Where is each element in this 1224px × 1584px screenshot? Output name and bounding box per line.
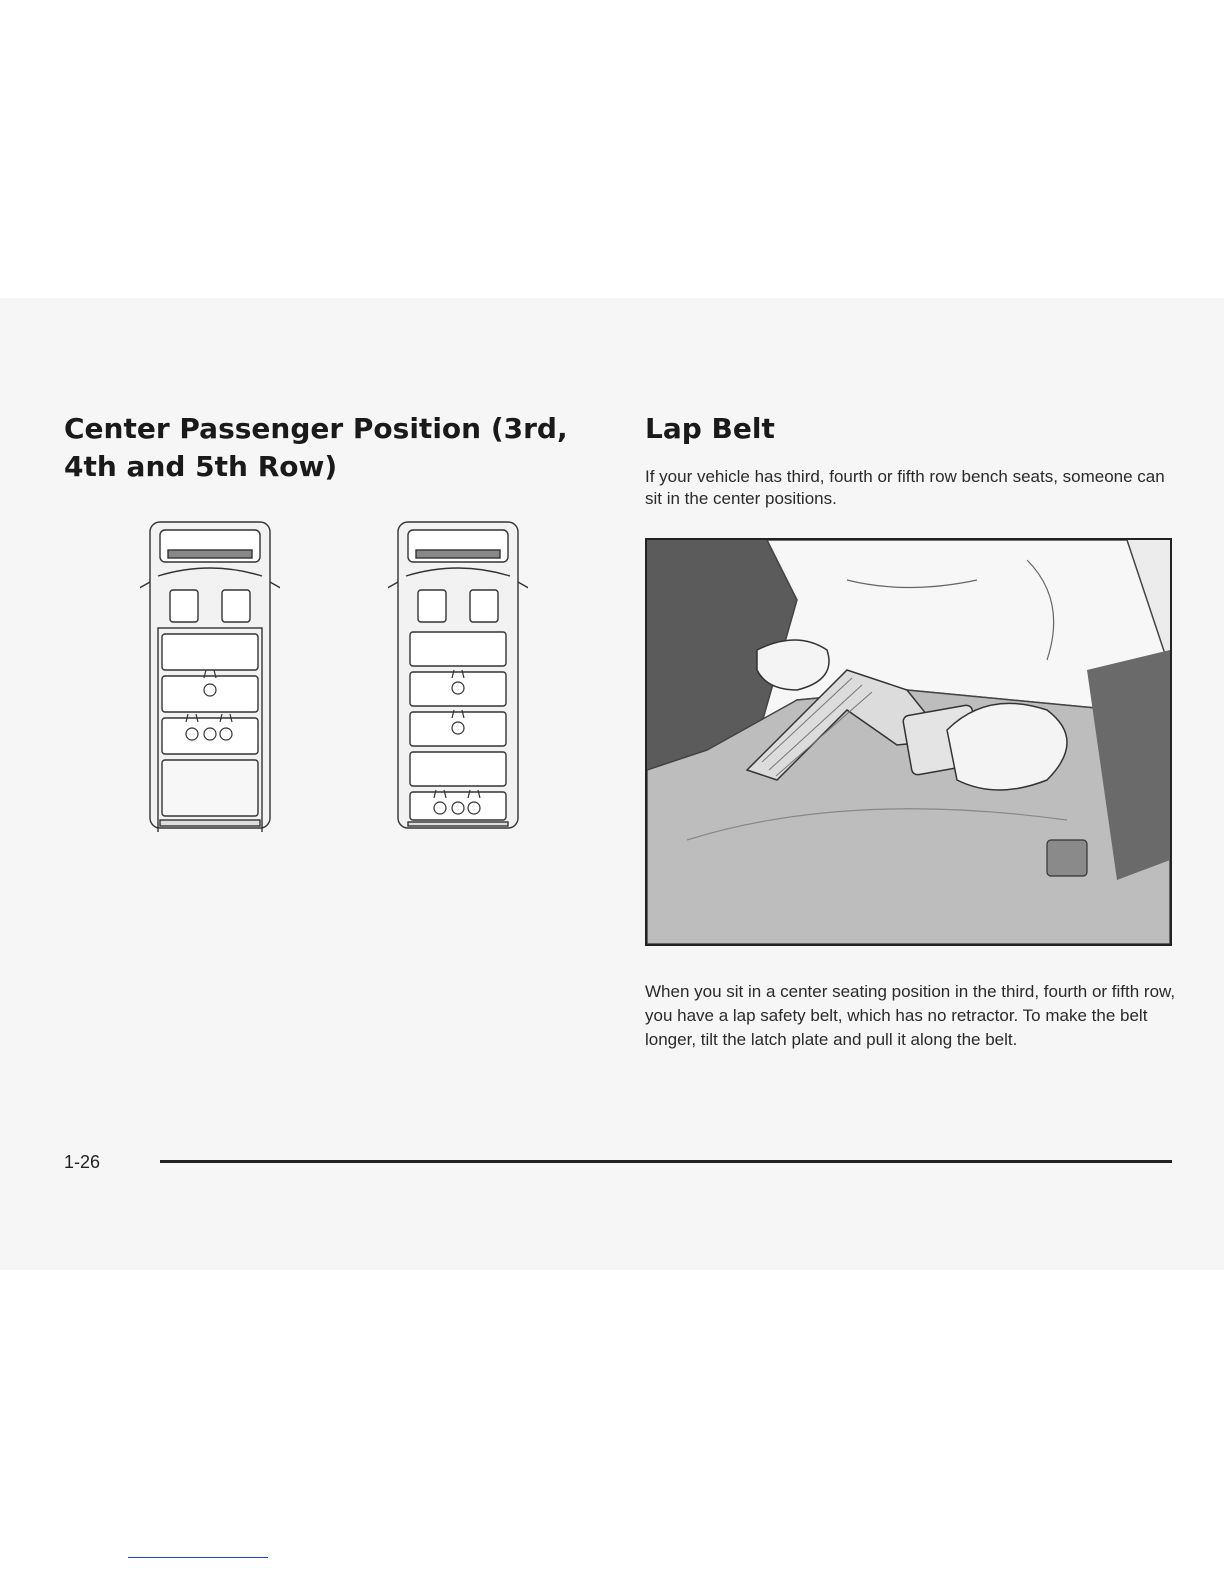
bottom-link-underline <box>128 1557 268 1558</box>
page-number: 1-26 <box>64 1152 101 1172</box>
van-seating-4-row-diagram-icon <box>140 520 280 832</box>
lap-belt-intro-text: If your vehicle has third, fourth or fifth row bench seats, someone can sit in the center positions. <box>645 467 1165 508</box>
van-seating-5-row-diagram-icon <box>388 520 528 832</box>
lap-belt-body-text: When you sit in a center seating position in the third, fourth or fifth row, you have a lap safety belt, which has no retractor. To make the belt longer, tilt the latch plate and pull it along the belt. <box>645 982 1176 1049</box>
lap-belt-adjust-illustration-icon <box>645 538 1172 946</box>
footer-rule <box>160 1160 1172 1163</box>
section-title-center-passenger: Center Passenger Position (3rd, 4th and 5th Row) <box>64 412 568 483</box>
section-title-lap-belt: Lap Belt <box>645 412 775 445</box>
